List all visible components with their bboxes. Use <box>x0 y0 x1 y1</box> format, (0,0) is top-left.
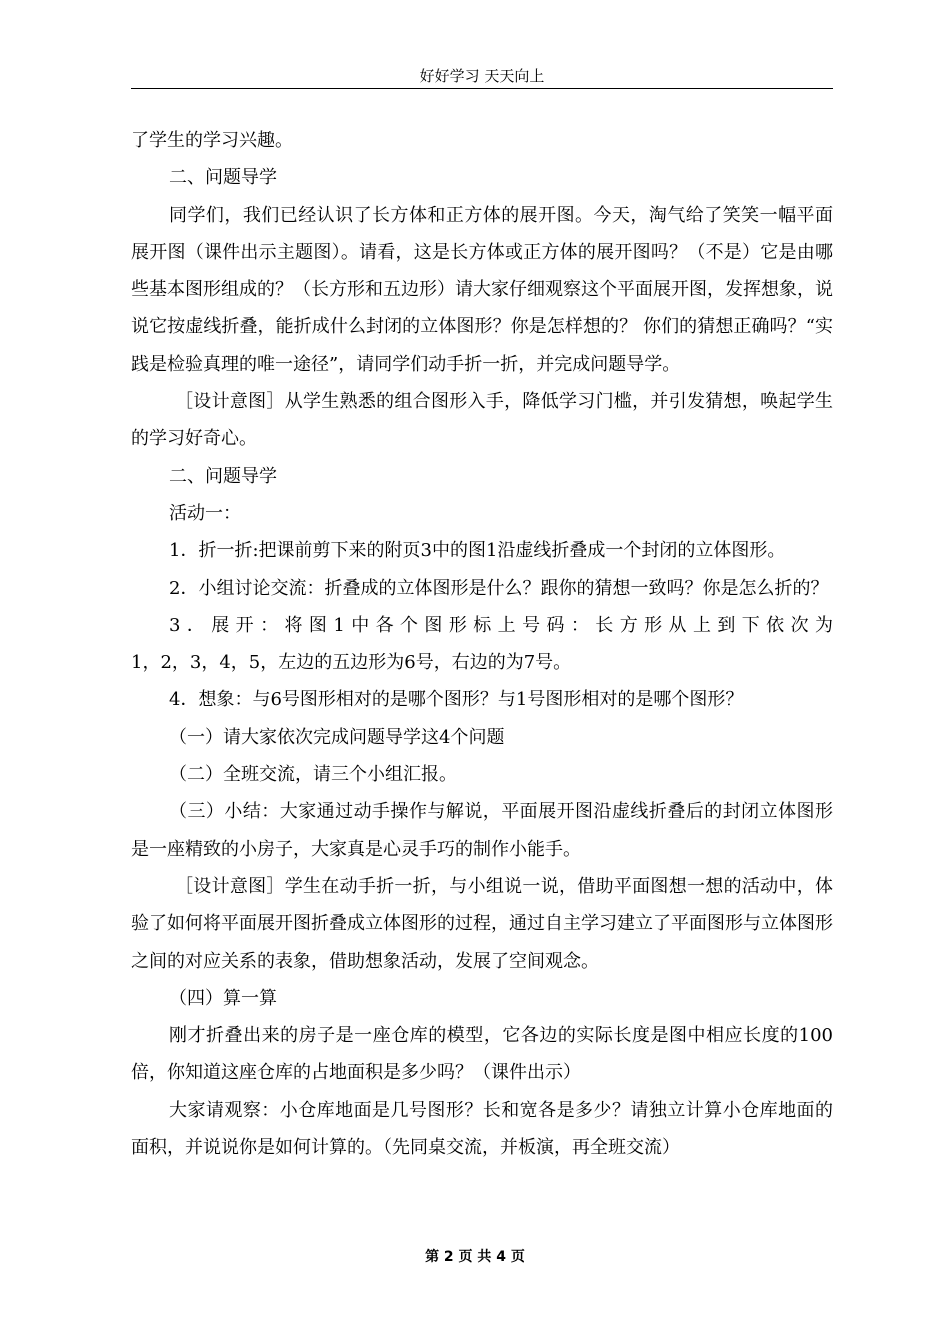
paragraph-introduction: 同学们，我们已经认识了长方体和正方体的展开图。今天，淘气给了笑笑一幅平面展开图（课件出示主题图）。请看，这是长方体或正方体的展开图吗？（不是）它是由哪些基本图形组成的？（长方形和五边形）请大家仔细观察这个平面展开图，发挥想象，说说它按虚线折叠，能折成什么封闭的立体图形？你是怎样想的？ 你们的猜想正确吗？“实践是检验真理的唯一途径”，请同学们动手折一折，并完成问题导学。 <box>131 204 833 375</box>
section-heading-problem-guide-2: 二、问题导学 <box>169 465 277 487</box>
section-heading-calculate: （四）算一算 <box>169 987 277 1009</box>
step-one: （一）请大家依次完成问题导学这4个问题 <box>169 726 505 748</box>
list-item-unfold: 3．展开：将图1中各个图形标上号码：长方形从上到下依次为 <box>169 614 833 636</box>
paragraph-continuation: 了学生的学习兴趣。 <box>131 130 293 151</box>
paragraph-design-intent-1: ［设计意图］从学生熟悉的组合图形入手，降低学习门槛，并引发猜想，唤起学生的学习好奇心。 <box>131 391 833 450</box>
section-heading-problem-guide: 二、问题导学 <box>169 167 277 189</box>
list-item-fold: 1．折一折:把课前剪下来的附页3中的图1沿虚线折叠成一个封闭的立体图形。 <box>169 540 786 562</box>
list-item-unfold-continued: 1，2，3，4，5，左边的五边形为6号，右边的为7号。 <box>131 652 572 674</box>
step-two: （二）全班交流，请三个小组汇报。 <box>169 764 457 786</box>
page-header: 好好学习 天天向上 <box>419 67 545 85</box>
list-item-imagine: 4．想象：与6号图形相对的是哪个图形？与1号图形相对的是哪个图形？ <box>169 689 744 711</box>
list-item-discuss: 2．小组讨论交流：折叠成的立体图形是什么？跟你的猜想一致吗？你是怎么折的？ <box>169 577 829 599</box>
header-divider <box>131 88 833 89</box>
paragraph-warehouse-model: 刚才折叠出来的房子是一座仓库的模型，它各边的实际长度是图中相应长度的100倍，你知道这座仓库的占地面积是多少吗？（课件出示） <box>131 1025 833 1084</box>
activity-one-heading: 活动一： <box>169 502 241 524</box>
page-footer-page-number: 第 2 页 共 4 页 <box>425 1249 525 1265</box>
document-body <box>131 122 833 1166</box>
step-three-summary: （三）小结：大家通过动手操作与解说，平面展开图沿虚线折叠后的封闭立体图形是一座精致的小房子，大家真是心灵手巧的制作小能手。 <box>131 801 833 860</box>
paragraph-observe: 大家请观察：小仓库地面是几号图形？长和宽各是多少？请独立计算小仓库地面的面积，并说说你是如何计算的。（先同桌交流，并板演，再全班交流） <box>131 1099 833 1159</box>
paragraph-design-intent-2: ［设计意图］学生在动手折一折，与小组说一说，借助平面图想一想的活动中，体验了如何将平面展开图折叠成立体图形的过程，通过自主学习建立了平面图形与立体图形之间的对应关系的表象，借助想象活动，发展了空间观念。 <box>131 875 833 972</box>
